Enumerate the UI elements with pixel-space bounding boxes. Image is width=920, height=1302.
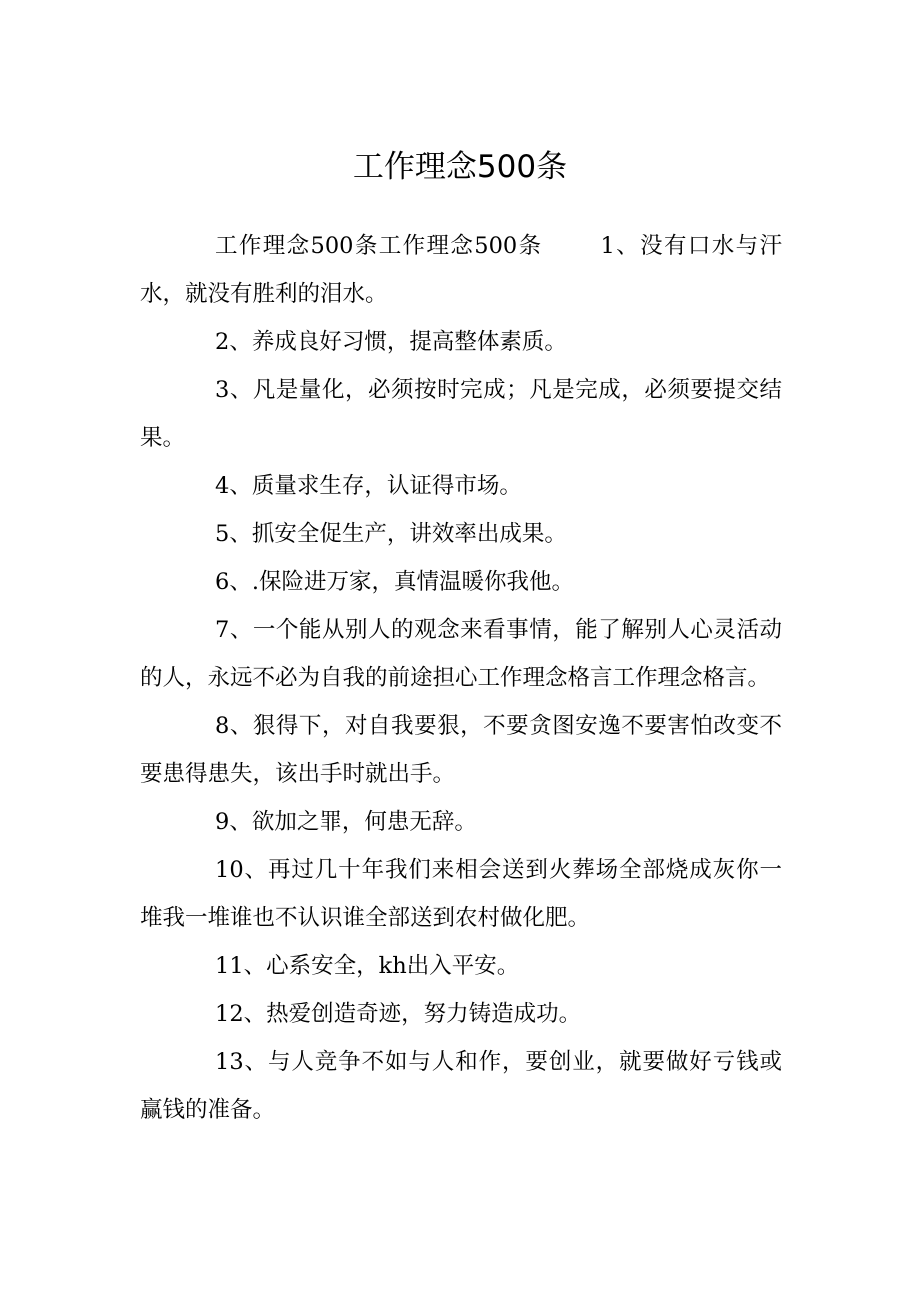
list-item: 2、养成良好习惯，提高整体素质。 — [215, 329, 567, 355]
list-item: 5、抓安全促生产，讲效率出成果。 — [215, 521, 567, 547]
list-item: 11、心系安全，kh出入平安。 — [215, 953, 520, 979]
list-item: 4、质量求生存，认证得市场。 — [215, 473, 522, 499]
list-item: 12、热爱创造奇迹，努力铸造成功。 — [215, 1001, 582, 1027]
list-item: 13、与人竞争不如与人和作，要创业，就要做好亏钱或赢钱的准备。 — [140, 1049, 782, 1123]
list-item: 6、.保险进万家，真情温暖你我他。 — [215, 569, 574, 595]
document-title: 工作理念500条 — [352, 149, 568, 185]
intro-lead: 工作理念500条工作理念500条 — [215, 233, 543, 259]
intro-paragraph — [140, 222, 782, 318]
list-item: 8、狠得下，对自我要狠，不要贪图安逸不要害怕改变不要患得患失，该出手时就出手。 — [140, 713, 782, 787]
intro-first-item: 1、没有口水与汗水，就没有胜利的泪水。 — [140, 233, 782, 307]
list-item: 10、再过几十年我们来相会送到火葬场全部烧成灰你一堆我一堆谁也不认识谁全部送到农村做化肥。 — [140, 857, 782, 931]
list-item: 7、一个能从别人的观念来看事情，能了解别人心灵活动的人，永远不必为自我的前途担心工作理念格言工作理念格言。 — [140, 617, 782, 691]
list-item: 9、欲加之罪，何患无辞。 — [215, 809, 477, 835]
list-item: 3、凡是量化，必须按时完成；凡是完成，必须要提交结果。 — [140, 377, 782, 451]
document-body — [140, 222, 782, 1134]
